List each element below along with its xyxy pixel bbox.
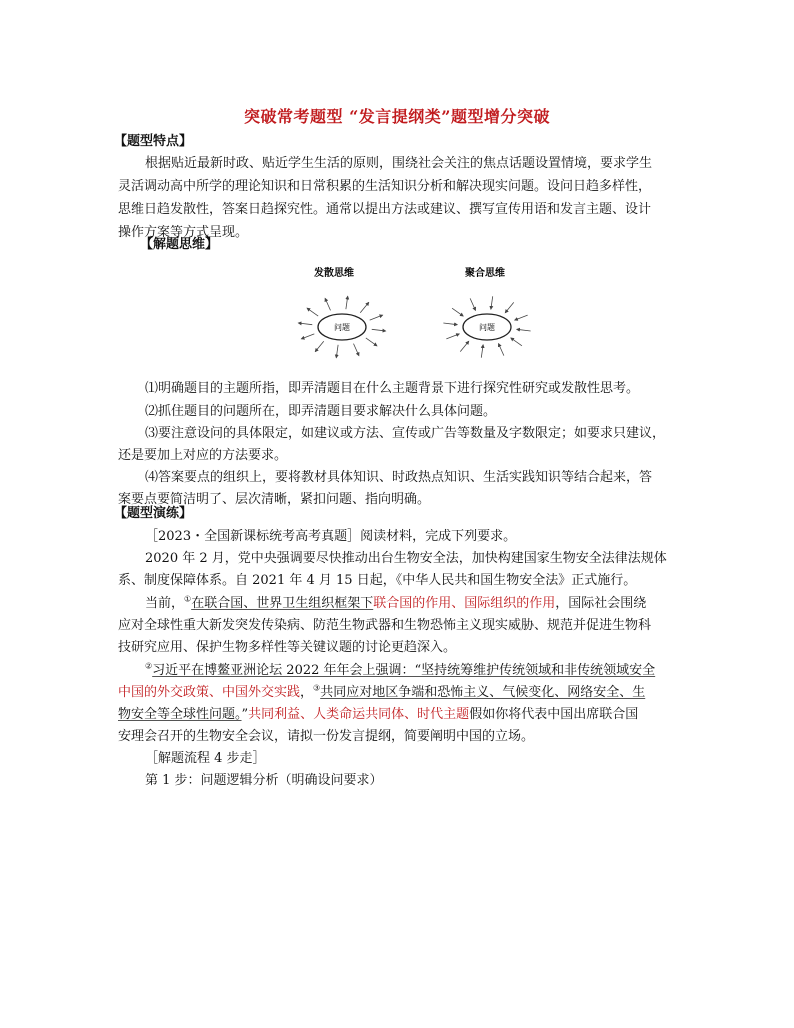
marker-3: ③	[313, 683, 321, 693]
underlined-phrase-1: 在联合国、世界卫生组织框架下	[191, 596, 374, 611]
convergent-arrow	[452, 308, 463, 316]
question-source: ［2023・全国新课标统考高考真题］阅读材料，完成下列要求。	[145, 529, 517, 544]
para2-suffix: ，国际社会围绕	[555, 596, 647, 611]
annotation-2: 中国的外交政策、中国外交实践	[118, 685, 301, 700]
divergent-arrow	[315, 341, 324, 351]
quote-end: ”	[241, 707, 249, 722]
divergent-arrow	[360, 302, 369, 312]
annotation-1: 联合国的作用、国际组织的作用	[373, 596, 556, 611]
step-2: ⑵抓住题目的问题所在，即弄清题目要求解决什么具体问题。	[145, 404, 497, 419]
thinking-diagram	[280, 262, 540, 362]
section-heading-features: 【题型特点】	[114, 134, 193, 149]
marker-1: ①	[184, 594, 192, 604]
convergent-arrow	[511, 338, 522, 346]
annotation-3: 共同利益、人类命运共同体、时代主题	[248, 707, 470, 722]
divergent-arrow	[325, 298, 330, 310]
step-4: ⑷答案要点的组织上，要将教材具体知识、时政热点知识、生活实践知识等结合起来，答	[145, 470, 653, 485]
para3-suffix: 假如你将代表中国出席联合国	[469, 707, 639, 722]
divergent-arrow	[346, 296, 348, 309]
convergent-arrow	[491, 296, 493, 309]
step-1: ⑴明确题目的主题所指，即弄清题目在什么主题背景下进行探究性研究或发散性思考。	[145, 381, 640, 396]
underlined-phrase-4: 物安全等全球性问题。	[118, 707, 242, 722]
underlined-phrase-2: 习近平在博鳌亚洲论坛 2022 年年会上强调：“坚持统筹维护传统领域和非传统领域安全	[152, 663, 656, 678]
divergent-arrow	[298, 323, 312, 325]
material-para-3-line-4: 安理会召开的生物安全会议，请拟一份发言提纲，简要阐明中国的立场。	[118, 729, 535, 744]
convergent-center-text: 问题	[479, 323, 495, 332]
convergent-arrow	[443, 323, 457, 325]
features-line-2: 灵活调动高中所学的理论知识和日常积累的生活知识分析和解决现实问题。设问日趋多样性，	[118, 179, 652, 194]
step-4-cont: 案要点要简洁明了、层次清晰，紧扣问题、指向明确。	[118, 492, 431, 507]
section-heading-practice: 【题型演练】	[114, 506, 193, 521]
divergent-arrow	[366, 338, 377, 346]
divergent-label: 发散思维	[314, 268, 354, 279]
section-heading-thinking: 【解题思维】	[140, 237, 219, 252]
features-line-4: 操作方案等方式呈现。	[118, 225, 249, 240]
divergent-arrow	[370, 315, 383, 320]
para3-sep: ，	[300, 685, 314, 700]
divergent-arrow	[372, 329, 386, 331]
material-para-3-line-3	[118, 706, 638, 724]
material-para-2-line-3: 技研究应用、保护生物多样性等关键议题的讨论更趋深入。	[118, 640, 457, 655]
page-title: 突破常考题型 “发言提纲类”题型增分突破	[244, 107, 550, 126]
convergent-diagram	[443, 296, 530, 357]
convergent-arrow	[515, 315, 528, 320]
material-para-2-line-2: 应对全球性重大新发突发传染病、防范生物武器和生物恐怖主义现实威胁、规范并促进生物科	[118, 618, 652, 633]
step-3: ⑶要注意设问的具体限定，如建议或方法、宣传或广告等数量及字数限定；如要求只建议，	[145, 426, 666, 441]
convergent-arrow	[470, 298, 475, 310]
underlined-phrase-3: 共同应对地区争端和恐怖主义、气候变化、网络安全、生	[320, 685, 646, 700]
convergent-arrow	[517, 329, 531, 331]
para2-prefix: 当前，	[145, 596, 185, 611]
convergent-arrow	[505, 302, 514, 312]
material-para-3-line-2	[118, 684, 645, 702]
features-line-3: 思维日趋发散性，答案日趋探究性。通常以提出方法或建议、撰写宣传用语和发言主题、设计	[118, 202, 652, 217]
flow-heading: ［解题流程 4 步走］	[145, 751, 266, 766]
divergent-arrow	[307, 308, 318, 316]
divergent-diagram	[298, 296, 385, 357]
divergent-arrow	[301, 334, 314, 339]
material-para-2-line-1	[145, 595, 646, 613]
divergent-center-text: 问题	[334, 323, 350, 332]
convergent-arrow	[481, 345, 483, 358]
features-line-1: 根据贴近最新时政、贴近学生生活的原则，围绕社会关注的焦点话题设置情境，要求学生	[145, 156, 653, 171]
divergent-arrow	[336, 345, 338, 358]
marker-2: ②	[145, 661, 153, 671]
material-para-3-line-1	[145, 662, 655, 680]
divergent-arrow	[354, 344, 359, 356]
convergent-arrow	[460, 341, 469, 351]
convergent-label: 聚合思维	[465, 268, 505, 279]
step-3-cont: 还是要加上对应的方法要求。	[118, 448, 288, 463]
convergent-arrow	[446, 334, 459, 339]
convergent-arrow	[499, 344, 504, 356]
flow-step-1: 第 1 步：问题逻辑分析（明确设问要求）	[145, 773, 383, 788]
material-para-1-line-1: 2020 年 2 月，党中央强调要尽快推动出台生物安全法，加快构建国家生物安全法律法规体	[145, 551, 667, 566]
material-para-1-line-2: 系、制度保障体系。自 2021 年 4 月 15 日起，《中华人民共和国生物安全法》正式施行。	[118, 573, 637, 588]
